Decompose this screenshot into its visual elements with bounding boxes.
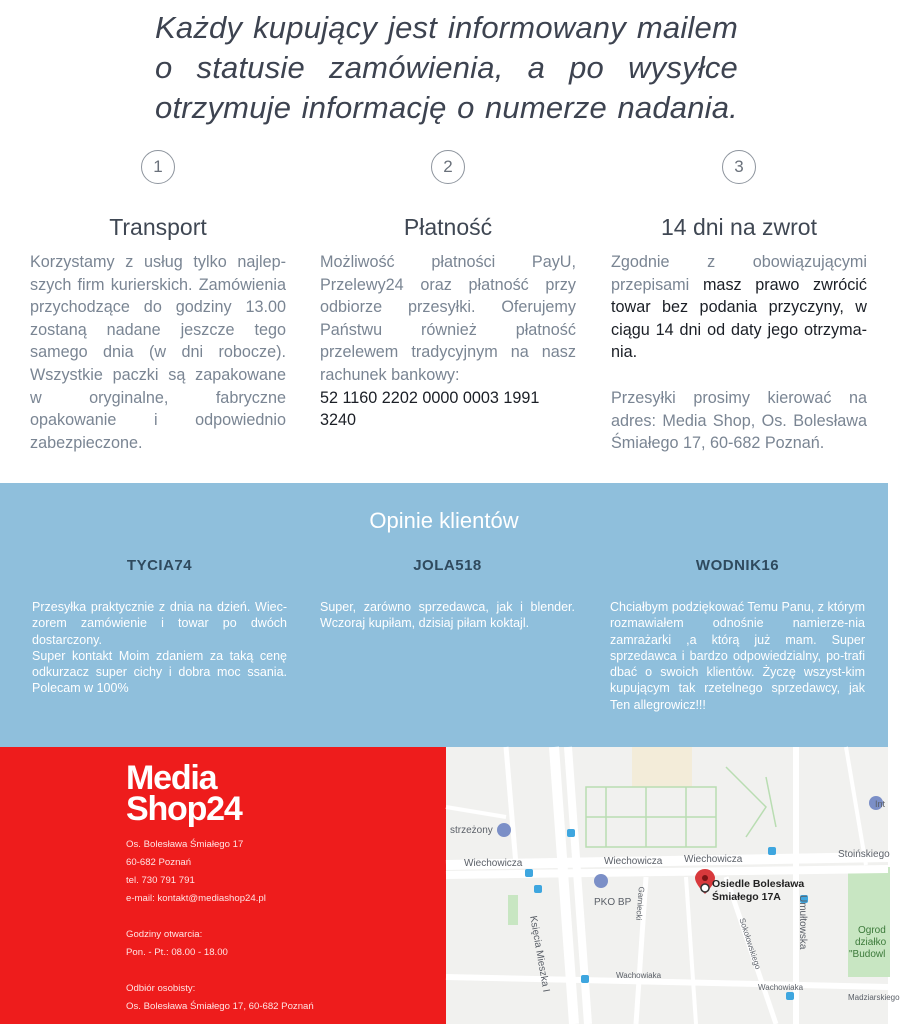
- street-label: Wachowiaka: [616, 971, 662, 980]
- review-author: JOLA518: [413, 557, 482, 574]
- feature-returns: [611, 150, 867, 455]
- poi-label: "Budowl: [849, 949, 886, 960]
- review-card: [610, 557, 865, 713]
- feature-title: Transport: [109, 214, 207, 240]
- poi-label: Ogrod: [858, 925, 886, 936]
- address-line-2: 60-682 Poznań: [126, 857, 192, 868]
- feature-text: Możliwość płatności PayU, Przelewy24 oraz płatność przy odbiorze przesyłki. Oferujemy Państwu również płatność przelewem tradycyjnym na nasz rachunek bankowy:: [320, 253, 576, 384]
- logo-line-1: Media: [126, 759, 217, 797]
- reviews-section: [0, 483, 888, 747]
- pickup-label: Odbiór osobisty:: [126, 983, 196, 994]
- street-label: Księcia Mieszka I: [527, 915, 552, 993]
- review-author: TYCIA74: [126, 557, 193, 574]
- building-area: [632, 747, 692, 787]
- hours-label: Godziny otwarcia:: [126, 929, 203, 940]
- review-text: Chciałbym podziękować Temu Panu, z którym rozmawiałem odnośnie namierze-nia zamrażarki ,a którą już mam. Super sprzedawca i bardzo odpowiedzialny, po-trafi dbać o swoich klientów. Życzę wszyst-kim kupującym tak rzetelnego sprzedawcy, jak Ten allegrowicz!!!: [610, 600, 865, 712]
- feature-transport: [30, 150, 286, 454]
- map-canvas: [446, 747, 888, 1024]
- feature-title: 14 dni na zwrot: [661, 214, 817, 240]
- feature-payment: [320, 150, 576, 432]
- feature-text: [611, 251, 867, 364]
- address-line-1: Os. Bolesława Śmiałego 17: [126, 839, 244, 850]
- street-label: Stoińskiego: [838, 849, 890, 860]
- poi-label: strzeżony: [450, 825, 493, 836]
- email[interactable]: e-mail: kontakt@mediashop24.pl: [126, 893, 266, 904]
- park-area: [848, 867, 890, 977]
- bank-account-number: 52 1160 2202 0000 0003 1991 3240: [320, 388, 540, 430]
- poi-label: działko: [855, 937, 887, 948]
- street-label: Wachowiaka: [758, 983, 804, 992]
- review-text: Super, zarówno sprzedawca, jak i blender. Wczoraj kupiłam, dzisiaj piłam koktajl.: [320, 600, 575, 631]
- step-number-circle: 3: [722, 150, 756, 184]
- tagline: Każdy kupujący jest informowany mailem o statusie zamówienia, a po wysyłce otrzymuje informację o numerze nadania.: [155, 10, 738, 125]
- marker-label-line-1: Osiedle Bolesława: [712, 878, 805, 890]
- review-card: [320, 557, 575, 632]
- footer-contact-panel: [0, 747, 446, 1024]
- logo-line-2: Shop24: [126, 790, 242, 828]
- step-number-circle: 1: [141, 150, 175, 184]
- reviews-title: Opinie klientów: [369, 508, 519, 533]
- feature-title: Płatność: [403, 214, 493, 240]
- step-number-circle: 2: [431, 150, 465, 184]
- street-label: Sokołowskiego: [737, 917, 763, 971]
- location-map[interactable]: [446, 747, 900, 1024]
- poi-label: Int: [875, 799, 886, 809]
- bank-icon[interactable]: [594, 874, 608, 888]
- pickup-address: Os. Bolesława Śmiałego 17, 60-682 Poznań: [126, 1001, 314, 1012]
- hours: Pon. - Pt.: 08.00 - 18.00: [126, 947, 228, 958]
- review-text: Przesyłka praktycznie z dnia na dzień. Wiec-zorem zamówienie i towar po dwóch dostarczony. Super kontakt Moim zdaniem za taką cenę odkurzacz super cichy i dobra moc ssania. Polecam w 100%: [32, 600, 287, 696]
- marker-label: [712, 878, 804, 904]
- shipping-address-text: Przesyłki prosimy kierować na adres: Media Shop, Os. Bolesława Śmiałego 17, 60-682 Poznań.: [611, 388, 867, 453]
- review-author: WODNIK16: [695, 557, 780, 574]
- street-label: Wiechowicza: [604, 856, 663, 867]
- review-card: [32, 557, 287, 697]
- roads: [446, 747, 888, 1024]
- feature-text-light: Zgodnie z obowiązującymi przepisami: [611, 253, 867, 294]
- contact-info: [126, 836, 314, 1016]
- mediashop-logo[interactable]: [126, 759, 242, 828]
- feature-text: Korzystamy z usług tylko najlep-szych firm kurierskich. Zamówienia przychodzące do godziny 13.00 zostaną nadane jeszcze tego samego dnia (w dni robocze). Wszystkie paczki są zapakowane w oryginalne, fabryczne opakowanie i odpowiednio zabezpieczone.: [30, 253, 286, 452]
- street-label: Wiechowicza: [464, 858, 523, 869]
- parking-icon[interactable]: [497, 823, 511, 837]
- feature-text-highlight: masz prawo zwrócić towar bez podania przyczyny, w ciągu 14 dni od daty jego otrzyma-nia.: [611, 275, 867, 362]
- marker-label-line-2: Śmiałego 17A: [712, 891, 781, 903]
- street-label: Umułtowska: [797, 895, 808, 950]
- street-label: Garniecki: [634, 886, 646, 921]
- phone[interactable]: tel. 730 791 791: [126, 875, 195, 886]
- park-area: [508, 895, 518, 925]
- street-label: Wiechowicza: [684, 854, 743, 865]
- poi-label: PKO BP: [594, 897, 632, 908]
- street-label: Madziarskiego: [848, 993, 900, 1002]
